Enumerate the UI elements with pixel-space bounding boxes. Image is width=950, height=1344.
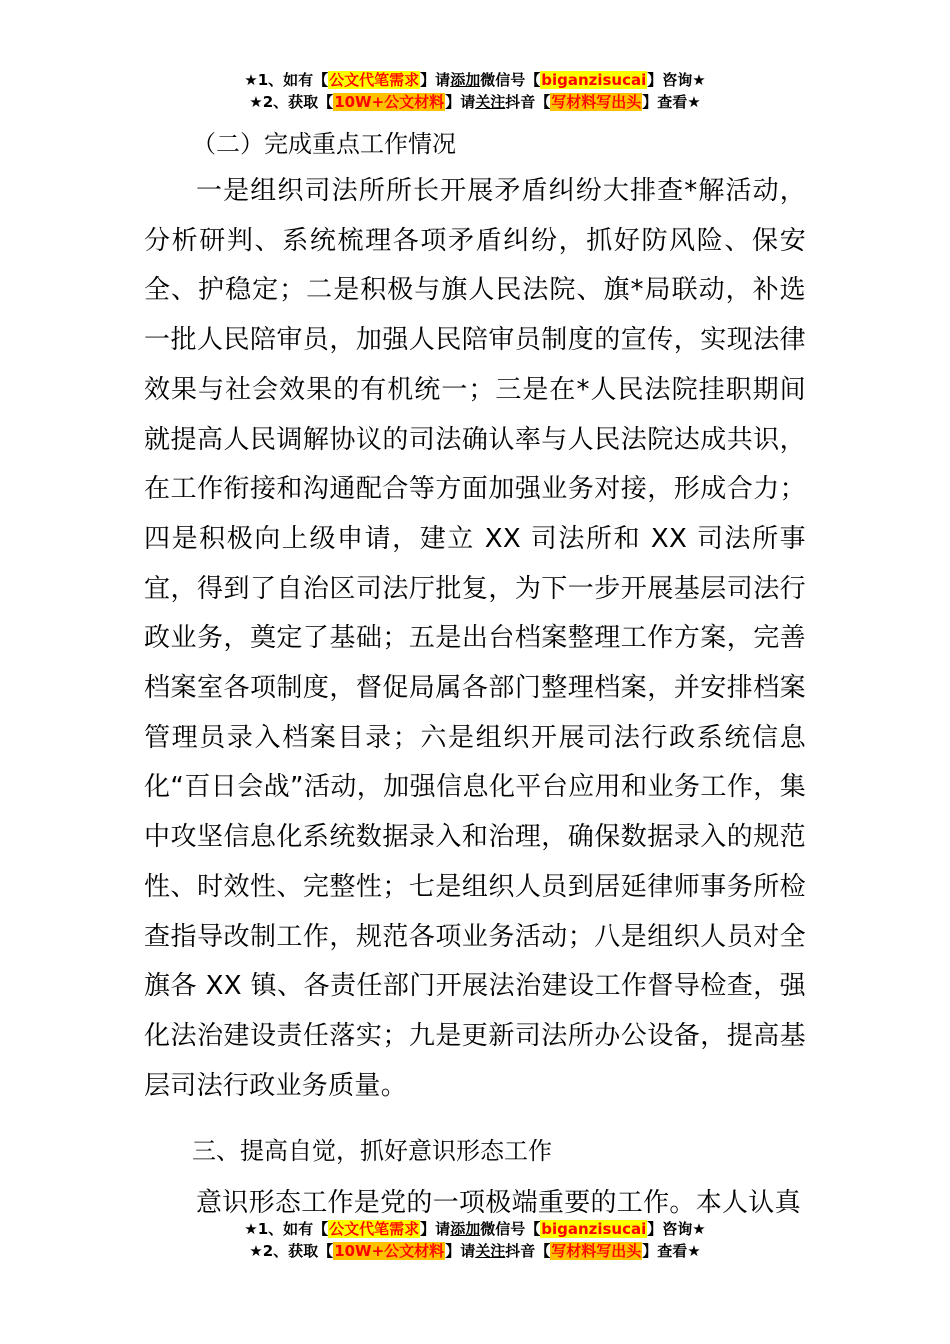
document-body [144, 121, 806, 1229]
ad-banner-top [0, 69, 950, 113]
ad-highlight-douyin-id: 写材料写出头 [551, 93, 642, 111]
section-paragraph-3: 意识形态工作是党的一项极端重要的工作。本人认真 [196, 1188, 801, 1219]
ad-underline-text: 关注 [475, 93, 506, 111]
ad-text: 】请 [420, 1220, 451, 1238]
ad-line-2 [0, 1240, 950, 1262]
ad-highlight-service: 公文代笔需求 [329, 1220, 420, 1238]
section-paragraph-2: 一是组织司法所所长开展矛盾纠纷大排查*解活动，分析研判、系统梳理各项矛盾纠纷，抓好防风险、保安全、护稳定；二是积极与旗人民法院、旗*局联动，补选一批人民陪审员，加强人民陪审员制度的宣传，实现法律效果与社会效果的有机统一；三是在*人民法院挂职期间就提高人民调解协议的司法确认率与人民法院达成共识，在工作衔接和沟通配合等方面加强业务对接，形成合力；四是积极向上级申请，建立 XX 司法所和 XX 司法所事宜，得到了自治区司法厅批复，为下一步开展基层司法行政业务，奠定了基础；五是出台档案整理工作方案，完善档案室各项制度，督促局属各部门整理档案，并安排档案管理员录入档案目录；六是组织开展司法行政系统信息化“百日会战”活动，加强信息化平台应用和业务工作，集中攻坚信息化系统数据录入和治理，确保数据录入的规范性、时效性、完整性；七是组织人员到居延律师事务所检查指导改制工作，规范各项业务活动；八是组织人员对全旗各 XX 镇、各责任部门开展法治建设工作督导检查，强化法治建设责任落实；九是更新司法所办公设备，提高基层司法行政业务质量。 [144, 176, 806, 1101]
ad-line-1 [0, 69, 950, 91]
ad-highlight-douyin-id: 写材料写出头 [551, 1242, 642, 1260]
ad-text: 微信号【 [480, 1220, 541, 1238]
ad-text: ★2、获取【 [249, 1242, 334, 1260]
ad-highlight-materials: 10W+公文材料 [334, 1242, 445, 1260]
ad-highlight-wechat-id: biganzisucai [541, 71, 647, 89]
ad-banner-bottom [0, 1218, 950, 1262]
ad-text: ★1、如有【 [244, 1220, 329, 1238]
ad-highlight-materials: 10W+公文材料 [334, 93, 445, 111]
ad-line-2 [0, 91, 950, 113]
ad-text: ★2、获取【 [249, 93, 334, 111]
ad-underline-text: 添加 [450, 1220, 481, 1238]
ad-underline-text: 关注 [475, 1242, 506, 1260]
ad-text: 】咨询★ [647, 71, 706, 89]
ad-underline-text: 添加 [450, 71, 481, 89]
section-heading-3: 三、提高自觉，抓好意识形态工作 [192, 1137, 552, 1166]
ad-highlight-wechat-id: biganzisucai [541, 1220, 647, 1238]
ad-line-1 [0, 1218, 950, 1240]
ad-text: 】请 [445, 93, 476, 111]
ad-text: 】查看★ [642, 93, 701, 111]
ad-text: 抖音【 [505, 1242, 551, 1260]
ad-text: 微信号【 [480, 71, 541, 89]
ad-text: 】查看★ [642, 1242, 701, 1260]
ad-highlight-service: 公文代笔需求 [329, 71, 420, 89]
ad-text: ★1、如有【 [244, 71, 329, 89]
ad-text: 】咨询★ [647, 1220, 706, 1238]
ad-text: 抖音【 [505, 93, 551, 111]
ad-text: 】请 [420, 71, 451, 89]
section-heading-2: （二）完成重点工作情况 [192, 130, 456, 158]
ad-text: 】请 [445, 1242, 476, 1260]
